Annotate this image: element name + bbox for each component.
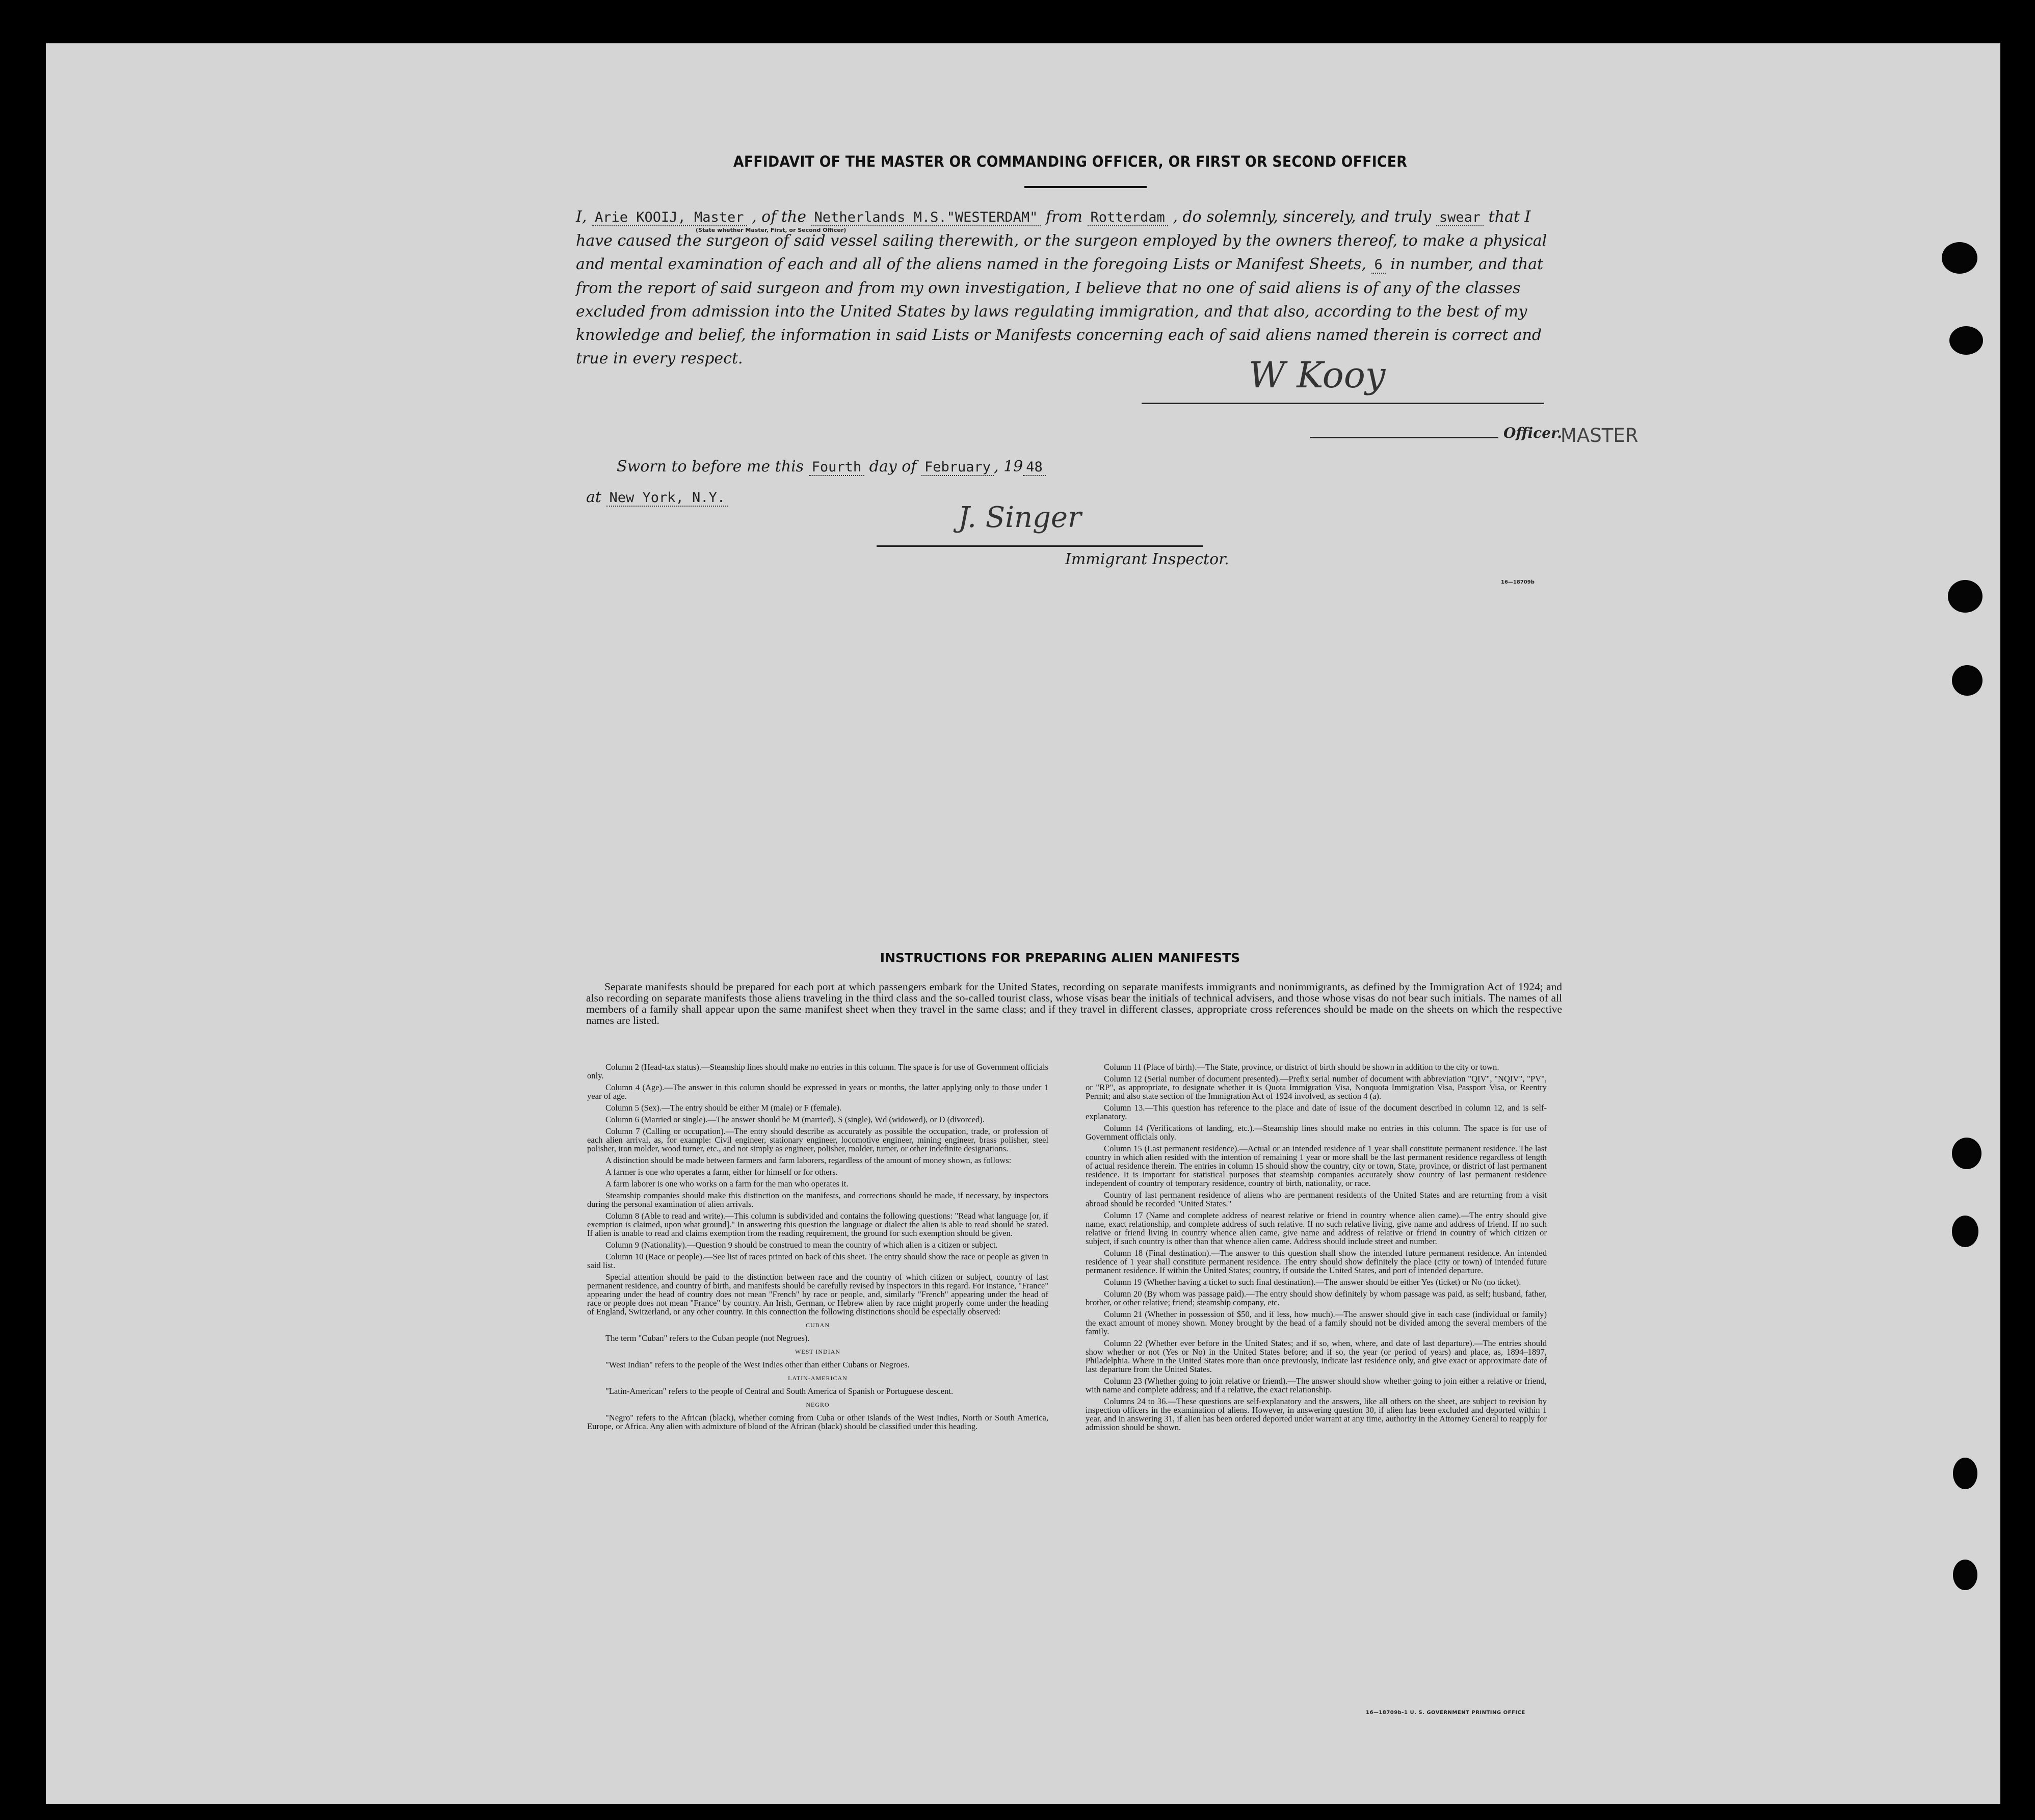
binder-hole	[1942, 242, 1977, 274]
instruction-paragraph: A farmer is one who operates a farm, either for himself or for others.	[605, 1167, 838, 1177]
port-field: Rotterdam	[1088, 209, 1168, 226]
binder-hole	[1952, 1138, 1981, 1169]
instruction-paragraph: "West Indian" refers to the people of the West Indies other than either Cubans or Negroes.	[605, 1360, 910, 1369]
inspector-signature-line	[877, 545, 1203, 547]
sworn-place-field: New York, N.Y.	[606, 490, 729, 507]
day-of-label: day of	[869, 458, 917, 476]
instruction-paragraph: Column 17 (Name and complete address of nearest relative or friend in country whence alien came).—The entry should give name, exact relationship, and complete address of such relative. If no such relative living, give name and address of friend. If no such relative or friend living in country whence alien came, give name and address of relative or friend in country of which citizen or subject, if such country is other than that whence alien came. Address should include street and number.	[1086, 1210, 1547, 1246]
binder-hole	[1952, 665, 1983, 696]
binder-hole	[1948, 580, 1983, 613]
sworn-place-line	[586, 486, 728, 510]
binder-hole	[1953, 1560, 1977, 1590]
instruction-paragraph: A farm laborer is one who works on a farm for the man who operates it.	[605, 1179, 849, 1189]
instruction-paragraph: Column 13.—This question has reference to the place and date of issue of the document described in column 12, and is self-explanatory.	[1086, 1103, 1547, 1121]
section-heading-cuban: CUBAN	[805, 1322, 830, 1329]
instruction-paragraph: Column 6 (Married or single).—The answer should be M (married), S (single), Wd (widowed), or D (divorced).	[605, 1115, 985, 1124]
section-heading-negro: NEGRO	[806, 1401, 830, 1408]
sworn-line	[617, 455, 1046, 479]
instructions-right-column	[1086, 1063, 1547, 1432]
instruction-paragraph: Column 10 (Race or people).—See list of races printed on back of this sheet. The entry should show the race or people as given in said list.	[587, 1252, 1048, 1270]
sworn-label: Sworn to before me this	[617, 458, 804, 476]
instruction-paragraph: Column 9 (Nationality).—Question 9 should be construed to mean the country of which alien is a citizen or subject.	[605, 1240, 998, 1250]
affidavit-i: I,	[576, 208, 587, 226]
affidavit-text-2: that I have caused the surgeon of said vessel sailing therewith, or the surgeon employed by the owners thereof, to make a physical and mental examination of each and all of the aliens named in the foregoing Lists or Manifest Sheets,	[576, 208, 1547, 273]
instruction-paragraph: Column 8 (Able to read and write).—This column is subdivided and contains the following questions: "Read what language [or, if exemption is claimed, upon what ground]." In answering this question the language or dialect the alien is able to read should be stated. If alien is unable to read and claims exemption from the reading requirement, the ground for such exemption should be given.	[587, 1211, 1048, 1238]
instruction-paragraph: Steamship companies should make this distinction on the manifests, and corrections should be made, if necessary, by inspectors during the personal examination of alien arrivals.	[587, 1191, 1048, 1209]
instruction-paragraph: Column 18 (Final destination).—The answer to this question shall show the intended future permanent residence. An intended residence of 1 year shall constitute permanent residence. The entry should show definitely the place (city or town) of intended future permanent residence. If within the United States; country, if outside the United States, and port of intended departure.	[1086, 1248, 1547, 1275]
master-stamp: MASTER	[1561, 425, 1638, 446]
instruction-paragraph: Column 20 (By whom was passage paid).—The entry should show definitely by whom passage was paid, as self; husband, father, brother, or other relative; friend; steamship company, etc.	[1086, 1289, 1547, 1307]
instruction-paragraph: Column 4 (Age).—The answer in this column should be expressed in years or months, the latter applying only to those under 1 year of age.	[587, 1083, 1048, 1101]
sworn-year-field: 48	[1023, 459, 1046, 476]
instruction-paragraph: Column 2 (Head-tax status).—Steamship lines should make no entries in this column. The space is for use of Government officials only.	[587, 1062, 1049, 1080]
affidavit-do: , do	[1173, 208, 1202, 226]
instructions-left-column	[587, 1063, 1048, 1434]
instruction-paragraph: Column 12 (Serial number of document presented).—Prefix serial number of document with abbreviation "QIV", "NQIV", "PV", or "RP", as appropriate, to designate whether it is Quota Immigration Visa, Nonquota Immigration Visa, Passport Visa, or Reentry Permit; and also state section of the Immigration Act of 1924 involved, as section 4 (a).	[1086, 1074, 1547, 1101]
title-divider	[1024, 186, 1147, 188]
at-label: at	[586, 488, 601, 506]
sworn-month-field: February	[921, 459, 994, 476]
instructions-title: INSTRUCTIONS FOR PREPARING ALIEN MANIFESTS	[880, 951, 1240, 965]
instructions-intro: Separate manifests should be prepared for each port at which passengers embark for the United States, recording on separate manifests immigrants and nonimmigrants, as defined by the Immigration Act of 1924; and also recording on separate manifests those aliens traveling in the third class and the so-called tourist class, whose visas bear the initials of technical advisers, and those whose visas do not bear such initials. The names of all members of a family shall appear upon the same manifest sheet when they travel in the same class; and if they travel in different classes, appropriate cross references should be made on the sheets on which the respective names are listed.	[586, 981, 1562, 1026]
manifest-sheet	[46, 43, 2000, 1804]
instruction-paragraph: "Latin-American" refers to the people of Central and South America of Spanish or Portuguese descent.	[605, 1386, 954, 1396]
instruction-paragraph: Column 7 (Calling or occupation).—The entry should describe as accurately as possible the occupation, trade, or profession of each alien arrival, as, for example: Civil engineer, stationary engineer, locomotive engineer, mining engineer, brass polisher, steel polisher, iron molder, wood turner, etc., and not simply as engineer, polisher, molder, turner, or other indefinite designations.	[587, 1126, 1048, 1153]
instruction-paragraph: Column 5 (Sex).—The entry should be either M (male) or F (female).	[605, 1103, 842, 1113]
sworn-day-field: Fourth	[809, 459, 865, 476]
binder-hole	[1952, 1216, 1978, 1247]
sheet-count-field: 6	[1371, 257, 1386, 274]
affidavit-of-the: , of the	[752, 208, 806, 226]
instruction-paragraph: Column 22 (Whether ever before in the United States; and if so, when, where, and date of last departure).—The entries should show whether or not (Yes or No) in the United States before; and if so, the year (or period of years) and place, as, 1894–1897, Philadelphia. Where in the United States more than once previously, indicate last residence only, and give exact or approximate date of last departure from the United States.	[1086, 1338, 1547, 1374]
binder-hole	[1953, 1458, 1977, 1489]
section-heading-latin-american: LATIN-AMERICAN	[788, 1375, 848, 1382]
instruction-paragraph: Column 23 (Whether going to join relative or friend).—The answer should show whether going to join either a relative or friend, with name and complete address; and if a relative, the exact relationship.	[1086, 1376, 1547, 1394]
instruction-paragraph: Column 15 (Last permanent residence).—Actual or an intended residence of 1 year shall constitute permanent residence. The last country in which alien resided with the intention of remaining 1 year or more shall be the last permanent residence regardless of length of actual residence therein. The entries in column 15 should show the country, city or town, State, province, or district of last permanent residence. It is important for statistical purposes that steamship companies accurately show country of last permanent residence independent of country of temporary residence, country of birth, nationality, or race.	[1086, 1144, 1547, 1188]
form-number: 16—18709b	[1501, 579, 1535, 585]
instruction-paragraph: Special attention should be paid to the distinction between race and the country of which citizen or subject, country of last permanent residence, and country of birth, and manifests should be carefully revised by inspectors in this regard. For instance, "France" appearing under the head of country does not mean "French" by race or people, and, similarly "French" appearing under the head of race or people does not mean "France" by country. An Irish, German, or Hebrew alien by race might properly come under the heading of England, Switzerland, or any other country. In this connection the following distinctions should be especially observed:	[587, 1272, 1048, 1316]
officer-note: (State whether Master, First, or Second Officer)	[696, 227, 847, 233]
officer-label: Officer.	[1503, 425, 1562, 441]
master-signature: W Kooy	[1249, 354, 1386, 396]
officer-name-field: Arie KOOIJ, Master	[592, 209, 747, 226]
instruction-paragraph: Column 11 (Place of birth).—The State, province, or district of birth should be shown in addition to the city or town.	[1104, 1062, 1499, 1072]
affidavit-from: from	[1046, 208, 1082, 226]
instruction-paragraph: Column 14 (Verifications of landing, etc.).—Steamship lines should make no entries in this column. The space is for use of Government officials only.	[1086, 1123, 1547, 1142]
affidavit-text-1: solemnly, sincerely, and truly	[1206, 208, 1432, 226]
affidavit-text-3: in number, and that from the report of said surgeon and from my own investigation, I believe that no one of said aliens is of any of the classes excluded from admission into the United States by laws regulating immigration, and that also, according to the best of my knowledge and belief, the information in said Lists or Manifests concerning each of said aliens named therein is correct and true in every respect.	[576, 255, 1544, 367]
year-prefix: , 19	[994, 458, 1023, 476]
binder-hole	[1949, 326, 1983, 355]
section-heading-west-indian: WEST INDIAN	[795, 1348, 841, 1355]
instruction-paragraph: Column 19 (Whether having a ticket to such final destination).—The answer should be either Yes (ticket) or No (no ticket).	[1104, 1277, 1521, 1287]
instruction-paragraph: Column 21 (Whether in possession of $50, and if less, how much).—The answer should give in each case (individual or family) the exact amount of money shown. Money brought by the head of a family should not be divided among the several members of the family.	[1086, 1309, 1547, 1336]
inspector-label: Immigrant Inspector.	[1065, 550, 1229, 568]
master-signature-line	[1142, 403, 1544, 404]
inspector-signature: J. Singer	[958, 501, 1081, 534]
instruction-paragraph: "Negro" refers to the African (black), whether coming from Cuba or other islands of the West Indies, North or South America, Europe, or Africa. Any alien with admixture of blood of the African (black) should be classified under this heading.	[587, 1413, 1048, 1431]
affidavit-title: AFFIDAVIT OF THE MASTER OR COMMANDING OFFICER, OR FIRST OR SECOND OFFICER	[733, 153, 1408, 170]
vessel-field: Netherlands M.S."WESTERDAM"	[811, 209, 1041, 226]
instruction-paragraph: Country of last permanent residence of aliens who are permanent residents of the United States and are returning from a visit abroad should be recorded "United States."	[1086, 1190, 1547, 1208]
oath-field: swear	[1436, 209, 1484, 226]
instruction-paragraph: A distinction should be made between farmers and farm laborers, regardless of the amount of money shown, as follows:	[605, 1155, 1012, 1165]
printing-office-footer: 16—18709b-1 U. S. GOVERNMENT PRINTING OFFICE	[1366, 1710, 1525, 1716]
instruction-paragraph: The term "Cuban" refers to the Cuban people (not Negroes).	[605, 1333, 810, 1343]
instruction-paragraph: Columns 24 to 36.—These questions are self-explanatory and the answers, like all others on the sheet, are subject to revision by inspection officers in the examination of aliens. However, in answering question 30, if alien has been excluded and deported within 1 year, and in answering 31, if alien has been ordered deported under warrant at any time, authority in the Attorney General to reapply for admission should be shown.	[1086, 1396, 1547, 1432]
officer-line	[1310, 437, 1498, 438]
